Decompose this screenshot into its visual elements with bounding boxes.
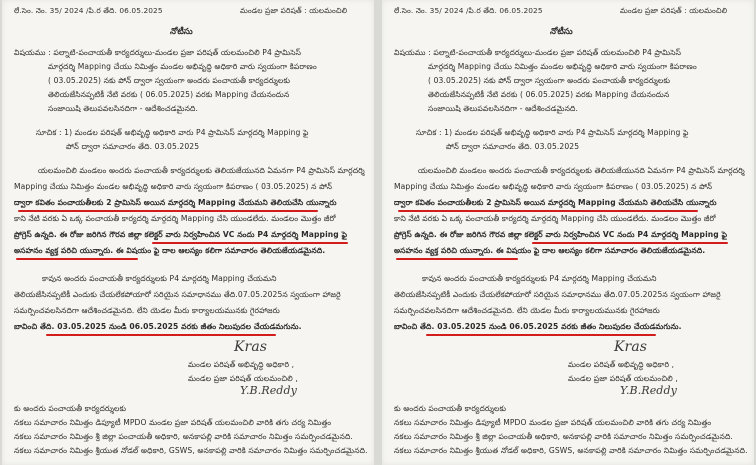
subject-line: మార్గదర్శి Mapping చేయు నిమిత్తం మండల అభివృద్ధి అధికారి వారు స్వయంగా కిపరాణం — [428, 62, 697, 71]
signoff-line: మండల ప్రజా పరిషత్ యలమంచిలి , — [188, 374, 298, 383]
body-line: సమర్పించవలసినదిగా ఆదేశించడమైనది. లేని యెడల మీరు కార్యాలయమునకు గైరహాజరు — [394, 306, 660, 315]
red-underline — [152, 242, 348, 244]
red-underline — [532, 242, 728, 244]
body-line: బావించి తేది. 03.05.2025 నుండి 06.05.2025 వరకు జీతం నిలుపుదల చేయడమగును. — [394, 322, 682, 331]
body-line: కావున అందరు పంచాయతీ కార్యదర్శులకు P4 మార్గదర్శి Mapping చేయమని — [42, 274, 277, 283]
subject-line: మార్గదర్శి Mapping చేయు నిమిత్తం మండల అభివృద్ధి అధికారి వారు స్వయంగా కిపరాణం — [48, 62, 317, 71]
body-line: బావించి తేది. 03.05.2025 నుండి 06.05.2025 వరకు జీతం నిలుపుదల చేయడమగును. — [14, 322, 302, 331]
notice-page-left — [2, 0, 374, 465]
notice-title: నోటీసు — [550, 26, 573, 36]
notice-title: నోటీసు — [170, 26, 193, 36]
subject-line: తెలియజేసినప్పటికీ నేటి వరకు ( 06.05.2025) వరకు Mapping చేయనందున — [48, 90, 290, 99]
body-line: యలమంచిలి మండలం అందరు పంచాయతీ కార్యదర్శులకు తెలియజేయునది ఏమనగా P4 ప్రామిసెస్ మార్గదర్శి — [418, 166, 745, 175]
body-line: తెలియజేసినప్పటికీ ఎందుకు చేయలేకపోయారో సరియైన సమాధానము తేది.07.05.2025న స్వయంగా హాజరై — [14, 290, 341, 299]
body-line: ప్రోగ్రెస్ ఉన్నది. ఈ రోజు జరిగిన గౌరవ జిల్లా కలెక్టర్ వారు నిర్వహించిన VC నందు P4 మార్గదర్శి Mapping ఫై — [14, 230, 348, 239]
subject-line: ( 03.05.2025) నకు పోన్ ద్వారా స్వయంగా అందరు పంచాయతీ కార్యదర్శులకు — [48, 76, 291, 85]
header-office: మండల ప్రజా పరిషత్ : యలమంచిలి — [240, 6, 348, 15]
initials-signature: Y.B.Reddy — [240, 384, 297, 397]
red-underline — [46, 334, 276, 336]
red-underline — [18, 210, 318, 212]
red-underline — [398, 210, 698, 212]
subject-line: తెలియజేసినప్పటికీ నేటి వరకు ( 06.05.2025) వరకు Mapping చేయనందున — [428, 90, 670, 99]
body-line: కావున అందరు పంచాయతీ కార్యదర్శులకు P4 మార్గదర్శి Mapping చేయమని — [422, 274, 657, 283]
body-line: కాని నేటి వరకు ఏ ఒక్క పంచాయతీ కార్యదర్శి మార్గదర్శి Mapping చేసి యుండలేదు. మండలం మొత్తం జీరో — [394, 214, 716, 223]
red-underline — [16, 258, 138, 260]
subject-line: ( 03.05.2025) నకు పోన్ ద్వారా స్వయంగా అందరు పంచాయతీ కార్యదర్శులకు — [428, 76, 671, 85]
distribution-line: నకలు సమాచారం నిమిత్తం శ్రీ జిల్లా పంచాయతీ అధికారి, అనకాపల్లి వారికి సమాచారం నిమిత్తం సమర్పించడమైనది. — [14, 432, 353, 441]
body-line: ద్వారా కవితం పంచాయతీలకు 2 ప్రామిసెస్ అయిన మార్గదర్శి Mapping చేయమని తెలియచేసి యున్నారు — [394, 198, 717, 207]
signoff-line: మండల ప్రజా పరిషత్ యలమంచిలి , — [568, 374, 678, 383]
body-line: తెలియజేసినప్పటికీ ఎందుకు చేయలేకపోయారో సరియైన సమాధానము తేది.07.05.2025న స్వయంగా హాజరై — [394, 290, 721, 299]
distribution-line: నకలు సమాచారం నిమిత్తం శ్రీ జిల్లా పంచాయతీ అధికారి, అనకాపల్లి వారికి సమాచారం నిమిత్తం సమర్పించడమైనది. — [394, 432, 733, 441]
body-line: అసహనం వ్యక్త పరిచి యున్నారు. ఈ విషయం ఫై దాల ఆలస్యం కలిగా సమాచారం తెలియజేయడమైనది. — [14, 246, 326, 255]
subject-line: విషయము : పల్నాటి-పంచాయతీ కార్యదర్శులు-మండల ప్రజా పరిషత్ యలమంచిలి P4 ప్రామిసెస్ — [394, 48, 682, 57]
body-line: Mapping చేయు నిమిత్తం మండల అభివృద్ధి అధికారి వారు స్వయంగా కిపరాణం ( 03.05.2025) న పోన్ — [394, 182, 713, 191]
body-line: అసహనం వ్యక్త పరిచి యున్నారు. ఈ విషయం ఫై దాల ఆలస్యం కలిగా సమాచారం తెలియజేయడమైనది. — [394, 246, 706, 255]
red-underline — [426, 334, 656, 336]
distribution-line: నకలు సమాచారం నిమిత్తం శ్రీయుత నోడల్ అధికారి, GSWS, అనకాపల్లి వారికి సమాచారం నిమిత్తం సమర్పించడమైనది. — [14, 446, 368, 455]
header-reference: లే.సెం. నెం. 35/ 2024 /పి.ర తేది. 06.05.2025 — [394, 6, 543, 15]
initials-signature: Y.B.Reddy — [620, 384, 677, 397]
subject-line: సంజాయిషి తెలుపవలసినదిగా - ఆదేశించడమైనది. — [428, 104, 578, 113]
subject-line: సంజాయిషి తెలుపవలసినదిగా - ఆదేశించడమైనది. — [48, 104, 198, 113]
body-line: సమర్పించవలసినదిగా ఆదేశించడమైనది. లేని యెడల మీరు కార్యాలయమునకు గైరహాజరు — [14, 306, 280, 315]
reference-line: సూచిక : 1) మండల పరిషత్ అభివృద్ధి అధికారి వారు P4 ప్రామిసెస్ మార్గదర్శి Mapping ఫై — [416, 128, 689, 137]
distribution-line: నకలు సమాచారం నిమిత్తం శ్రీయుత నోడల్ అధికారి, GSWS, అనకాపల్లి వారికి సమాచారం నిమిత్తం సమర్పించడమైనది. — [394, 446, 748, 455]
distribution-line: నకలు సమాచారం నిమిత్తం డిప్యూటీ MPDO మండల ప్రజా పరిషత్ యలమంచిలి వారికి తగు చర్య నిమిత్తం — [394, 418, 712, 427]
distribution-line: నకలు సమాచారం నిమిత్తం డిప్యూటీ MPDO మండల ప్రజా పరిషత్ యలమంచిలి వారికి తగు చర్య నిమిత్తం — [14, 418, 332, 427]
red-underline — [396, 258, 518, 260]
officer-signature: Kras — [614, 339, 648, 355]
header-reference: లే.సెం. నెం. 35/ 2024 /పి.ర తేది. 06.05.2025 — [14, 6, 163, 15]
distribution-line: కు అందరు పంచాయతీ కార్యదర్శులకు — [14, 404, 127, 413]
reference-line: పోన్ ద్వారా సమాచారం తేది. 03.05.2025 — [446, 142, 580, 151]
signoff-line: మండల పరిషత్ అభివృద్ధి అధికారి , — [568, 360, 675, 369]
reference-line: పోన్ ద్వారా సమాచారం తేది. 03.05.2025 — [66, 142, 200, 151]
distribution-line: కు అందరు పంచాయతీ కార్యదర్శులకు — [394, 404, 507, 413]
subject-line: విషయము : పల్నాటి-పంచాయతీ కార్యదర్శులు-మండల ప్రజా పరిషత్ యలమంచిలి P4 ప్రామిసెస్ — [14, 48, 302, 57]
body-line: ప్రోగ్రెస్ ఉన్నది. ఈ రోజు జరిగిన గౌరవ జిల్లా కలెక్టర్ వారు నిర్వహించిన VC నందు P4 మార్గదర్శి Mapping ఫై — [394, 230, 728, 239]
notice-page-right — [382, 0, 754, 465]
header-office: మండల ప్రజా పరిషత్ : యలమంచిలి — [620, 6, 728, 15]
body-line: ద్వారా కవితం పంచాయతీలకు 2 ప్రామిసెస్ అయిన మార్గదర్శి Mapping చేయమని తెలియచేసి యున్నారు — [14, 198, 337, 207]
body-line: Mapping చేయు నిమిత్తం మండల అభివృద్ధి అధికారి వారు స్వయంగా కిపరాణం ( 03.05.2025) న పోన్ — [14, 182, 333, 191]
reference-line: సూచిక : 1) మండల పరిషత్ అభివృద్ధి అధికారి వారు P4 ప్రామిసెస్ మార్గదర్శి Mapping ఫై — [36, 128, 309, 137]
body-line: కాని నేటి వరకు ఏ ఒక్క పంచాయతీ కార్యదర్శి మార్గదర్శి Mapping చేసి యుండలేదు. మండలం మొత్తం జీరో — [14, 214, 336, 223]
body-line: యలమంచిలి మండలం అందరు పంచాయతీ కార్యదర్శులకు తెలియజేయునది ఏమనగా P4 ప్రామిసెస్ మార్గదర్శి — [38, 166, 365, 175]
signoff-line: మండల పరిషత్ అభివృద్ధి అధికారి , — [188, 360, 295, 369]
officer-signature: Kras — [234, 339, 268, 355]
